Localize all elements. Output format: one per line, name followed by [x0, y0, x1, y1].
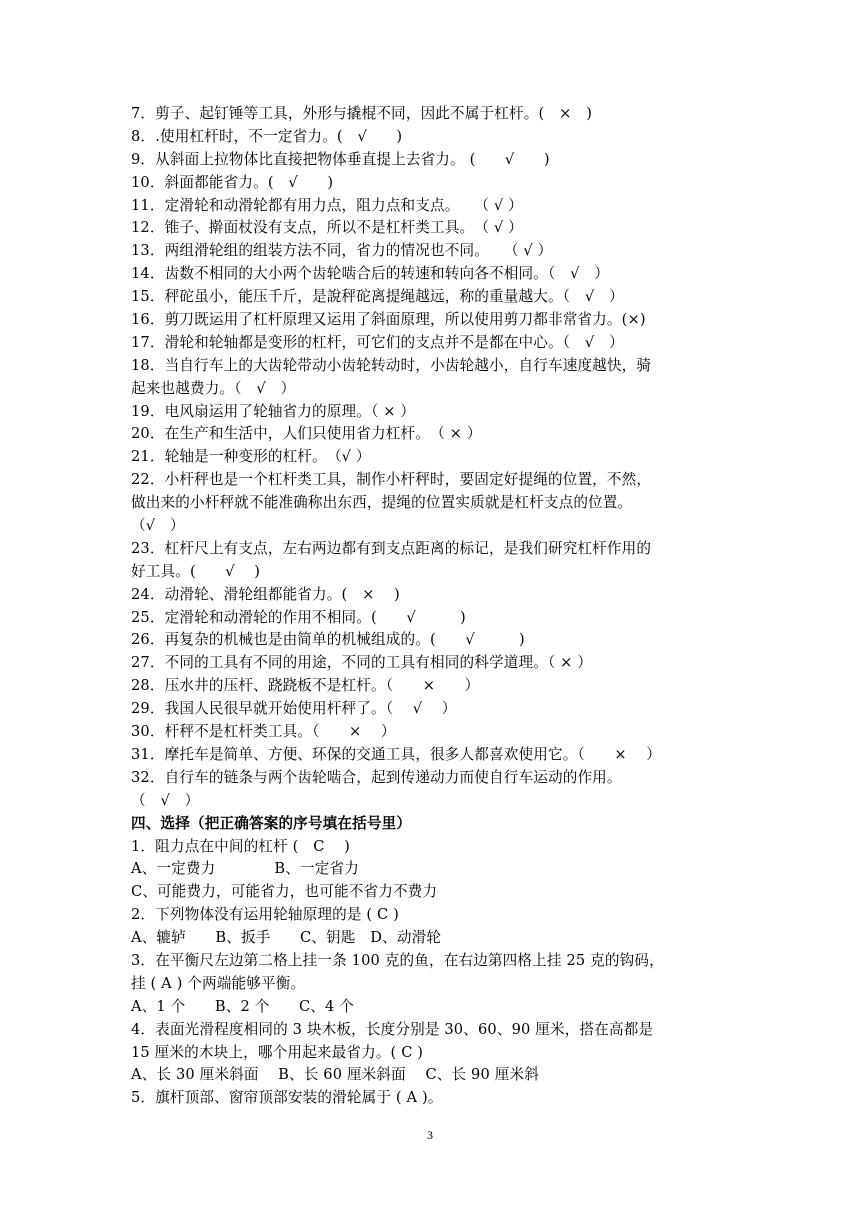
text-line: 18．当自行车上的大齿轮带动小齿轮转动时，小齿轮越小，自行车速度越快，骑 [131, 356, 652, 374]
text-line: 做出来的小杆秤就不能准确称出东西，提绳的位置实质就是杠杆支点的位置。 [131, 494, 633, 512]
text-line: 29．我国人民很早就开始使用杆秤了。（ √ ） [131, 700, 457, 718]
page-number: 3 [427, 1128, 433, 1142]
text-line: 挂 ( A ) 个两端能够平衡。 [131, 974, 306, 992]
text-line: 9．从斜面上拉物体比直接把物体垂直提上去省力。 ( √ ) [131, 150, 550, 168]
text-line: 7．剪子、起钉锤等工具，外形与撬棍不同，因此不属于杠杆。( × ) [131, 105, 593, 122]
text-line: 16．剪刀既运用了杠杆原理又运用了斜面原理，所以使用剪刀都非常省力。(×) [131, 311, 646, 329]
text-line: 起来也越费力。（ √ ） [131, 379, 296, 397]
document-body [131, 103, 731, 1110]
section-heading: 四、选择（把正确答案的序号填在括号里） [131, 814, 412, 832]
text-line: 15 厘米的木块上，哪个用起来最省力。( C ) [131, 1043, 424, 1061]
text-line: A、长 30 厘米斜面 B、长 60 厘米斜面 C、长 90 厘米斜 [131, 1066, 539, 1084]
text-line: C、可能费力，可能省力，也可能不省力不费力 [131, 883, 438, 901]
text-line: 24．动滑轮、滑轮组都能省力。( × ) [131, 585, 400, 603]
text-line: 32．自行车的链条与两个齿轮啮合，起到传递动力而使自行车运动的作用。 [131, 768, 622, 786]
text-line: 30．杆秤不是杠杆类工具。（ × ） [131, 723, 396, 741]
text-line: 23．杠杆尺上有支点，左右两边都有到支点距离的标记，是我们研究杠杆作用的 [131, 539, 652, 557]
text-line: 10．斜面都能省力。( √ ) [131, 173, 334, 191]
text-line: 21．轮轴是一种变形的杠杆。 （√ ） [131, 448, 371, 466]
text-line: A、辘轳 B、扳手 C、钥匙 D、动滑轮 [131, 929, 442, 947]
text-line: 25．定滑轮和动滑轮的作用不相同。( √ ) [131, 608, 466, 626]
text-line: 26．再复杂的机械也是由简单的机械组成的。( √ ) [131, 631, 525, 649]
text-line: 28．压水井的压杆、跷跷板不是杠杆。（ × ） [131, 677, 480, 695]
text-line: 17．滑轮和轮轴都是变形的杠杆，可它们的支点并不是都在中心。（ √ ） [131, 333, 624, 351]
text-line: （√ ） [131, 517, 185, 535]
text-line: 15．秤砣虽小，能压千斤，是說秤砣离提绳越远，称的重量越大。（ √ ） [131, 288, 624, 306]
text-line: 3．在平衡尺左边第二格上挂一条 100 克的鱼，在右边第四格上挂 25 克的钩码， [131, 951, 664, 969]
text-line: 19．电风扇运用了轮轴省力的原理。（ × ） [131, 402, 416, 420]
text-line: 5．旗杆顶部、窗帘顶部安装的滑轮属于 ( A )。 [131, 1089, 443, 1107]
text-line: 好工具。( √ ) [131, 562, 261, 580]
text-line: A、1 个 B、2 个 C、4 个 [131, 997, 354, 1015]
text-line: 13．两组滑轮组的组装方法不同，省力的情况也不同。 （ √ ） [131, 242, 553, 260]
text-line: 1．阻力点在中间的杠杆 ( C ) [131, 837, 350, 855]
text-line: 14．齿数不相同的大小两个齿轮啮合后的转速和转向各不相同。（ √ ） [131, 265, 610, 283]
text-line: 12．锥子、擀面杖没有支点，所以不是杠杆类工具。 （ √ ） [131, 219, 523, 237]
text-line: 20．在生产和生活中，人们只使用省力杠杆。 （ × ） [131, 425, 482, 443]
text-line: 2．下列物体没有运用轮轴原理的是 ( C ) [131, 906, 399, 924]
text-line: A、一定费力 B、一定省力 [131, 860, 359, 878]
text-line: 31．摩托车是简单、方便、环保的交通工具，很多人都喜欢使用它。（ × ） [131, 745, 662, 763]
text-line: 4．表面光滑程度相同的 3 块木板，长度分别是 30、60、90 厘米，搭在高都是 [131, 1020, 654, 1038]
text-line: 27．不同的工具有不同的用途，不同的工具有相同的科学道理。（ × ） [131, 654, 593, 672]
text-line: （ √ ） [131, 791, 200, 809]
text-line: 22．小杆秤也是一个杠杆类工具，制作小杆秤时，要固定好提绳的位置，不然， [131, 471, 652, 489]
text-line: 11．定滑轮和动滑轮都有用力点，阻力点和支点。 （ √ ） [131, 196, 523, 214]
text-line: 8．.使用杠杆时，不一定省力。( √ ) [131, 127, 403, 145]
